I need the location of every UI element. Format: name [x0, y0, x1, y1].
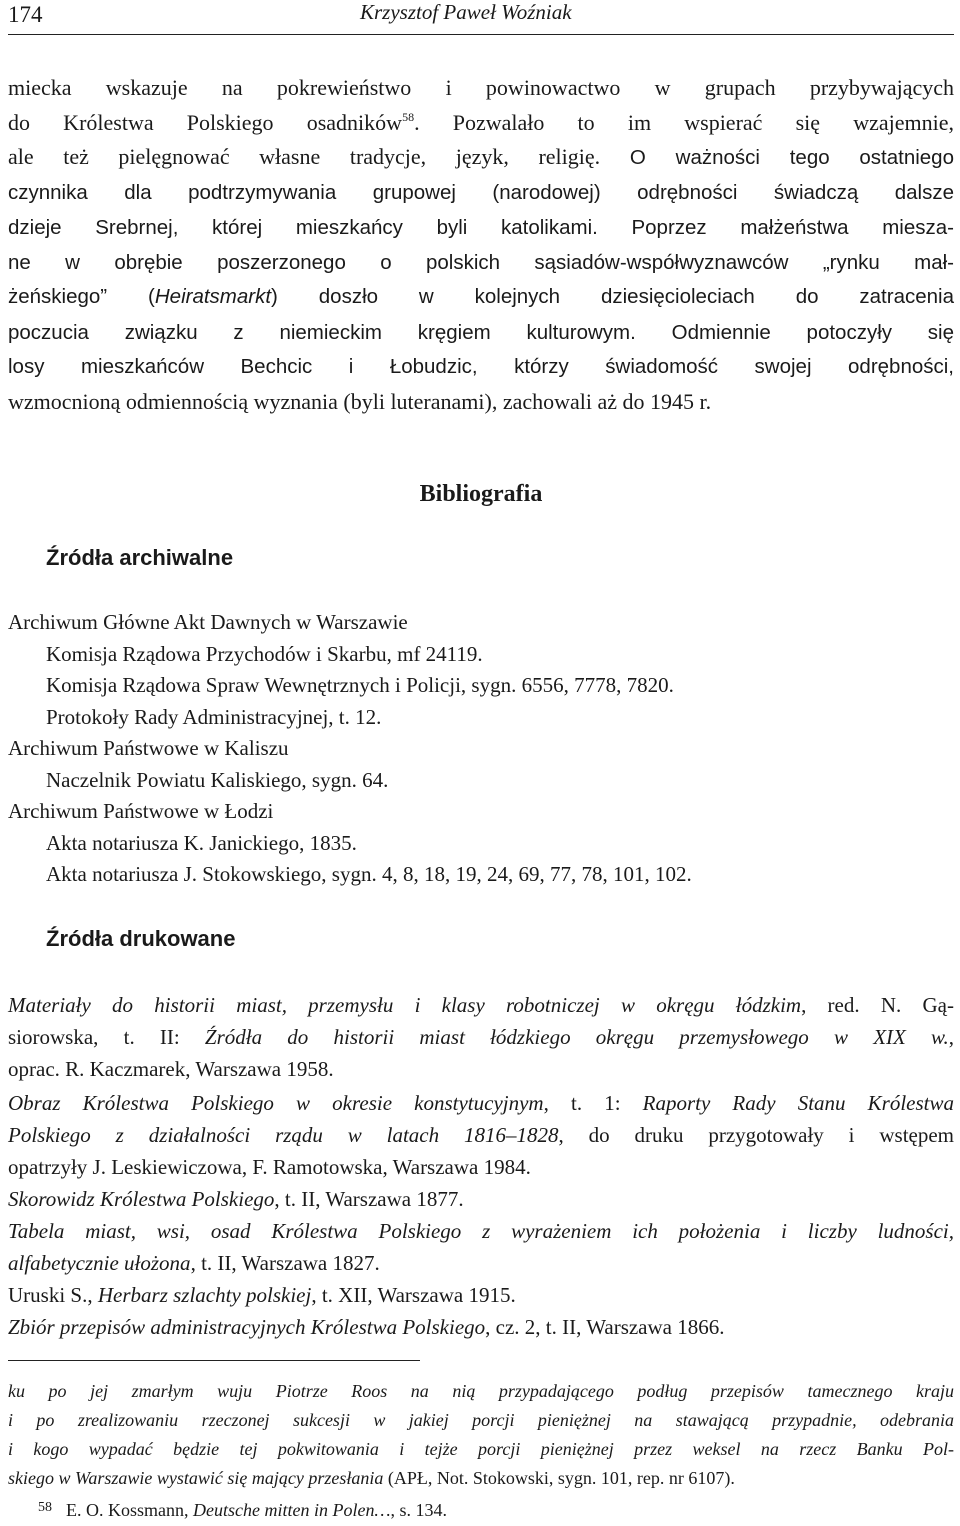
- archival-sources-heading: Źródła archiwalne: [46, 545, 234, 570]
- archive-name: Archiwum Państwowe w Kaliszu: [8, 736, 289, 760]
- book-page: [8, 0, 954, 1526]
- archive-fond: Komisja Rządowa Przychodów i Skarbu, mf 24119.: [46, 641, 483, 666]
- bibliography-heading: Bibliografia: [419, 481, 543, 507]
- running-header: [8, 0, 954, 35]
- footnote-number: 58: [38, 1500, 52, 1515]
- printed-source-entry: Obraz Królestwa Polskiego w okresie konstytucyjnym, t. 1: Raporty Rady Stanu Królestwa Polskiego z działalności rządu w latach 1816–1828, do druku przygotowały i wstępem opatrzyły J. Leskiewiczowa, F. Ramotowska, Warszawa 1984.: [8, 1091, 955, 1179]
- archive-fond: Akta notariusza K. Janickiego, 1835.: [46, 830, 357, 855]
- archive-name: Archiwum Państwowe w Łodzi: [8, 799, 274, 823]
- footnote-continuation: skiego w Warszawie wystawić się mający przesłania (APŁ, Not. Stokowski, sygn. 101, rep. nr 6107).: [8, 1468, 735, 1488]
- printed-source-entry: Materiały do historii miast, przemysłu i klasy robotniczej w okręgu łódzkim, red. N. Gą- siorowska, t. II: Źródła do historii miast łódzkiego okręgu przemysłowego w XIX w., oprac. R. Kaczmarek, Warszawa 1958.: [8, 993, 954, 1081]
- printed-source-entry: Uruski S., Herbarz szlachty polskiej, t. XII, Warszawa 1915.: [8, 1283, 516, 1307]
- body-line: do Królestwa Polskiego osadników$^{58}$. Pozwalało to im wspierać się wzajemnie,: [8, 109, 954, 135]
- body-paragraph: [8, 71, 954, 419]
- body-line: losy mieszkańców Bechcic i Łobudzic, którzy świadomość swojej odrębności,: [8, 355, 954, 378]
- body-line: wzmocnioną odmiennością wyznania (byli luteranami), zachowali aż do 1945 r.: [8, 388, 712, 414]
- body-line: poczucia związku z niemieckim kręgiem kulturowym. Odmiennie potoczyły się: [8, 320, 954, 344]
- body-line: czynnika dla podtrzymywania grupowej (narodowej) odrębności świadczą dalsze: [8, 180, 954, 204]
- printed-source-entry: Skorowidz Królestwa Polskiego, t. II, Warszawa 1877.: [8, 1187, 464, 1211]
- running-author: Krzysztof Paweł Woźniak: [360, 0, 572, 24]
- archive-fond: Komisja Rządowa Spraw Wewnętrznych i Policji, sygn. 6556, 7778, 7820.: [46, 673, 674, 697]
- footnote-continuation: i kogo wypadać będzie tej pokwitowania i tejże porcji pieniężnej przez weksel na rzecz Banku Pol-: [8, 1439, 954, 1459]
- printed-sources-list: [8, 989, 954, 1343]
- printed-sources-heading: Źródła drukowane: [46, 926, 236, 951]
- footnote-continuation: ku po jej zmarłym wuju Piotrze Roos na nią przypadającego podług przepisów tamecznego kraju: [8, 1381, 954, 1401]
- archival-sources-list: [8, 607, 954, 891]
- printed-source-entry: Tabela miast, wsi, osad Królestwa Polskiego z wyrażeniem ich położenia i liczby ludności, alfabetycznie ułożona, t. II, Warszawa 1827.: [8, 1219, 954, 1275]
- page-number: 174: [8, 2, 43, 27]
- body-line: miecka wskazuje na pokrewieństwo i powinowactwo w grupach przybywających: [8, 75, 954, 100]
- body-line: dzieje Srebrnej, której mieszkańcy byli katolikami. Poprzez małżeństwa miesza-: [8, 216, 954, 239]
- footnote-ref-58[interactable]: 58: [402, 109, 415, 124]
- body-line: żeńskiego” (Heiratsmarkt) doszło w kolejnych dziesięcioleciach do zatracenia: [8, 285, 954, 308]
- archive-name: Archiwum Główne Akt Dawnych w Warszawie: [8, 610, 408, 634]
- footnote-separator: [8, 1360, 420, 1361]
- footnote-continuation: i po zrealizowaniu rzeczonej sukcesji w jakiej porcji pieniężnej na stawającą przypadnie, odebrania: [8, 1410, 954, 1430]
- printed-source-entry: Zbiór przepisów administracyjnych Królestwa Polskiego, cz. 2, t. II, Warszawa 1866.: [8, 1315, 725, 1339]
- body-line: ale też pielęgnować własne tradycje, język, religię. O ważności tego ostatniego: [8, 144, 954, 169]
- archive-fond: Naczelnik Powiatu Kaliskiego, sygn. 64.: [46, 767, 389, 792]
- archive-fond: Protokoły Rady Administracyjnej, t. 12.: [46, 704, 382, 729]
- footnotes: [8, 1377, 954, 1525]
- archive-fond: Akta notariusza J. Stokowskiego, sygn. 4, 8, 18, 19, 24, 69, 77, 78, 101, 102.: [46, 862, 692, 886]
- footnote-58: $^{58}$ E. O. Kossmann, Deutsche mitten in Polen…, s. 134.: [38, 1500, 447, 1520]
- body-line: ne w obrębie poszerzonego o polskich sąsiadów-współwyznawców „rynku mał-: [8, 250, 954, 274]
